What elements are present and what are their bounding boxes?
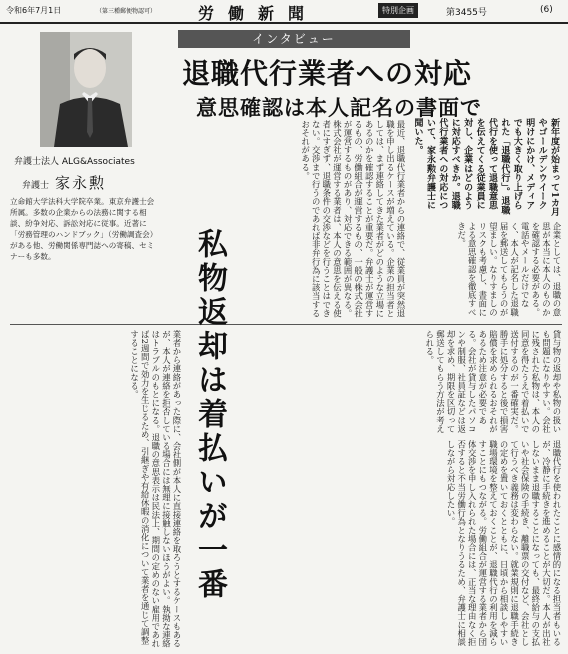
lead-paragraph: 新年度が始まって1カ月やゴールデンウイーク明けにかけ、メディアでも大きく取り上げられた「退職代行」。退職代行を使って退職意思を伝えてくる従業員に対し、企業はどのように対応すべきか。退職代行業者への対応について、家永勲弁護士に聞いた。 — [412, 118, 559, 217]
article-body-2: 企業としては、退職の意思が本当に本人のものかを確認する必要がある。電話やメールだけでなく、本人が記名した退職届を郵送してもらうのが望ましい。なりすましのリスクも考慮し、書面による意思確認を徹底すべきだ。 — [456, 222, 562, 317]
article-body-3: 業者から連絡があった際に、会社側が本人に直接連絡を取ろうとするケースもあるが、本人が連絡を拒否している場合には無理に接触しないほうがよい。執拗な連絡はトラブルのもとになる。退職の意思表示は民法上、期間の定めのない雇用であれば2週間で効力を生じるため、引継ぎや有給休暇の消化について業者を通じて調整することになる。 — [129, 330, 182, 648]
profile-org: 弁護士法人 ALG&Associates — [14, 157, 135, 167]
article-body-5: 退職代行を使われたことに感情的になる担当者もいるが、冷静に手続きを進めることが大切だ。本人が出社しないまま退職することになっても、最終給与の支払いや社会保険の手続き、離職票の交付など、会社として行うべき義務は変わらない。就業規則に退職手続きの定めを置いておくとともに、日頃から相談しやすい職場環境を整えておくことが、退職代行の利用を減らすことにもつながる。労働組合が運営する業者から団体交渉を申し入れられた場合には、正当な理由なく拒否すると不当労働行為となりうるため、弁護士に相談しながら対応したい。 — [446, 440, 562, 647]
portrait-illustration — [40, 32, 132, 147]
page-number: (6) — [540, 5, 553, 15]
masthead: 労働新聞 — [198, 4, 319, 23]
interview-banner: インタビュー — [178, 30, 410, 48]
profile-name-line — [22, 172, 106, 193]
profile-role: 弁護士 — [22, 181, 50, 191]
article-body-1: 最近、退職代行業者からの連絡で、従業員が突然退職を申し出るケースが増えている。企業の担当者としては、まず連絡してきた業者がどのような立場にあるのかを確認することが重要だ。弁護士が運営するもの、労働組合が運営するもの、一般の株式会社が運営するものがあり、対応できる範囲が異なる。株式会社が運営する業者は、本人の意思を伝える使者にすぎず、退職条件の交渉などを行うことはできない。交渉まで行うのであれば非弁行為に該当するおそれがある。 — [300, 120, 406, 318]
issue-date: 令和6年7月1日 — [6, 6, 62, 15]
section-divider — [10, 324, 562, 325]
profile-bio: 立命館大学法科大学院卒業。東京弁護士会所属。多数の企業からの法務に関する相談、紛争対応、訴訟対応に従事。近著に「労務管理のハンドブック」（労働調査会）がある他、労働関係専門誌への寄稿、セミナーも多数。 — [10, 197, 158, 261]
sub-headline: 意思確認は本人記名の書面で — [196, 95, 482, 120]
secondary-headline: 私物返却は着払いが一番 — [192, 228, 227, 602]
main-headline: 退職代行業者への対応 — [182, 57, 473, 90]
article-body-4: 貸与物の返却や私物の扱いも問題になりやすい。会社に残された私物は、本人の同意を得たうえで着払いで送付するのが一番確実だ。勝手に処分すると後で損害賠償を求められるおそれがあるため注意が必要である。会社が貸与したパソコンや制服、社員証などは返却を求め、期限を区切って郵送してもらう方法が考えられる。 — [424, 330, 562, 434]
page-header — [0, 0, 568, 24]
issue-number: 第3455号 — [446, 8, 487, 18]
special-feature-badge: 特別企画 — [378, 3, 418, 18]
postal-info: （第三種郵便物認可） — [96, 8, 157, 15]
portrait-photo — [40, 32, 132, 147]
profile-name: 家永勲 — [55, 174, 107, 192]
